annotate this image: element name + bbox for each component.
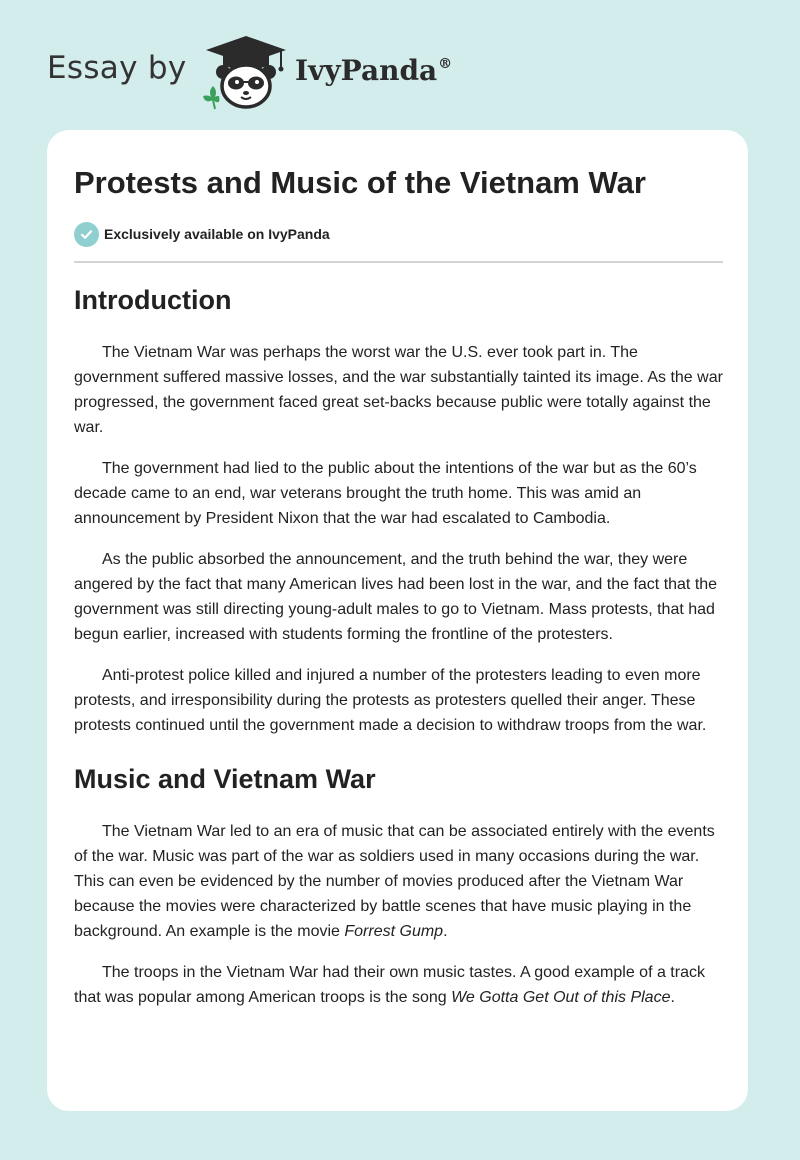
exclusive-badge xyxy=(74,221,330,247)
check-icon xyxy=(74,222,99,247)
paragraph: The Vietnam War led to an era of music that can be associated entirely with the events of the war. Music was part of the war as soldiers used in many occasions during the war. This can even be evidenced by the number of movies produced after the Vietnam War because the movies were characterized by battle scenes that have music playing in the background. An example is the movie Forrest Gump. xyxy=(74,823,715,940)
site-header xyxy=(47,34,507,114)
movie-title: Forrest Gump xyxy=(344,923,444,940)
essay-by-label: Essay by xyxy=(47,50,187,86)
exclusive-label: Exclusively available on IvyPanda xyxy=(104,226,330,242)
section-heading-introduction: Introduction xyxy=(74,285,232,315)
essay-card xyxy=(47,130,748,1111)
ivypanda-logo-icon[interactable] xyxy=(201,34,291,110)
brand-name[interactable]: IvyPanda® xyxy=(295,54,453,87)
registered-mark: ® xyxy=(438,56,453,72)
section-heading-music: Music and Vietnam War xyxy=(74,764,376,794)
page-title: Protests and Music of the Vietnam War xyxy=(74,165,646,200)
paragraph: As the public absorbed the announcement, and the truth behind the war, they were angered by the fact that many American lives had been lost in the war, and the fact that the government was still directing young-adult males to go to Vietnam. Mass protests, that had begun earlier, increased with students forming the frontline of the protesters. xyxy=(74,551,718,643)
paragraph: The Vietnam War was perhaps the worst war the U.S. ever took part in. The government suffered massive losses, and the war substantially tainted its image. As the war progressed, the government faced great set-backs because public were totally against the war. xyxy=(74,344,723,436)
essay-body xyxy=(74,283,724,1026)
divider xyxy=(74,261,723,263)
song-title: We Gotta Get Out of this Place xyxy=(451,989,671,1006)
paragraph: Anti-protest police killed and injured a number of the protesters leading to even more protests, and irresponsibility during the protests as protesters quelled their anger. These protests continued until the government made a decision to withdraw troops from the war. xyxy=(74,667,707,734)
paragraph: The government had lied to the public about the intentions of the war but as the 60’s decade came to an end, war veterans brought the truth home. This was amid an announcement by President Nixon that the war had escalated to Cambodia. xyxy=(74,460,697,527)
paragraph: The troops in the Vietnam War had their own music tastes. A good example of a track that was popular among American troops is the song We Gotta Get Out of this Place. xyxy=(74,964,705,1006)
